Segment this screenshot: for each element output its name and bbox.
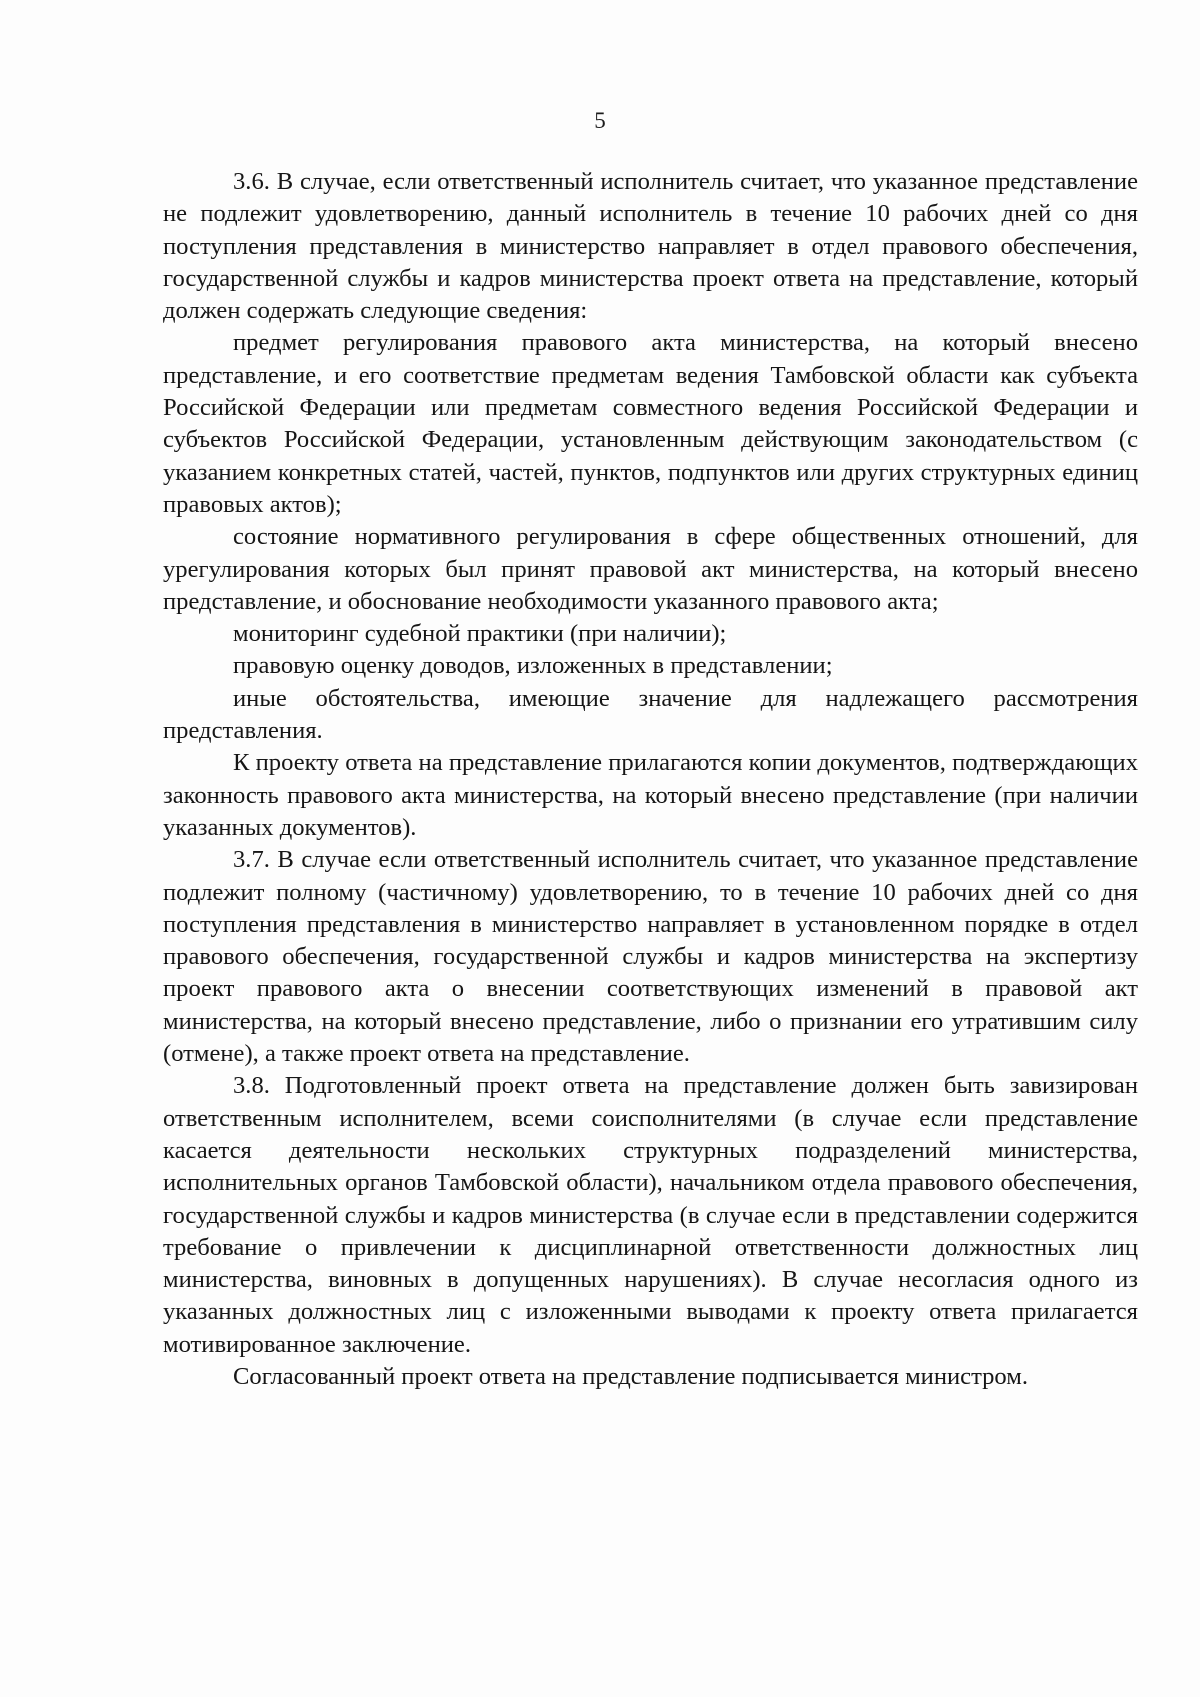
paragraph-3-8: 3.8. Подготовленный проект ответа на представление должен быть завизирован ответственным исполнителем, всеми соисполнителями (в случае если представление касается деятельности нескольких структурных подразделений министерства, исполнительных органов Тамбовской области), начальником отдела правового обеспечения, государственной службы и кадров министерства (в случае если в представлении содержится требование о привлечении к дисциплинарной ответственности должностных лиц министерства, виновных в допущенных нарушениях). В случае несогласия одного из указанных должностных лиц с изложенными выводами к проекту ответа прилагается мотивированное заключение. <box>163 1072 1138 1358</box>
paragraph-other-circumstances: иные обстоятельства, имеющие значение для надлежащего рассмотрения представления. <box>163 684 1138 745</box>
paragraph-legal-assessment: правовую оценку доводов, изложенных в представлении; <box>233 652 833 680</box>
page-number: 5 <box>594 108 606 133</box>
paragraph-subject-of-regulation: предмет регулирования правового акта министерства, на который внесено представление, и его соответствие предметам ведения Тамбовской области как субъекта Российской Федерации или предметам совместного ведения Российской Федерации и субъектов Российской Федерации, установленным действующим законодательством (с указанием конкретных статей, частей, пунктов, подпунктов или других структурных единиц правовых актов); <box>163 329 1138 518</box>
paragraph-state-of-regulation: состояние нормативного регулирования в сфере общественных отношений, для урегулирования которых был принят правовой акт министерства, на который внесено представление, и обоснование необходимости указанного правового акта; <box>163 523 1138 615</box>
paragraph-3-6: 3.6. В случае, если ответственный исполнитель считает, что указанное представление не подлежит удовлетворению, данный исполнитель в течение 10 рабочих дней со дня поступления представления в министерство направляет в отдел правового обеспечения, государственной службы и кадров министерства проект ответа на представление, который должен содержать следующие сведения: <box>163 168 1138 325</box>
document-body <box>163 166 1138 1393</box>
paragraph-attachments: К проекту ответа на представление прилагаются копии документов, подтверждающих законность правового акта министерства, на который внесено представление (при наличии указанных документов). <box>163 749 1138 841</box>
paragraph-signature: Согласованный проект ответа на представление подписывается министром. <box>233 1362 1028 1390</box>
paragraph-3-7: 3.7. В случае если ответственный исполнитель считает, что указанное представление подлежит полному (частичному) удовлетворению, то в течение 10 рабочих дней со дня поступления представления в министерство направляет в установленном порядке в отдел правового обеспечения, государственной службы и кадров министерства на экспертизу проект правового акта о внесении соответствующих изменений в правовой акт министерства, на который внесено представление, либо о признании его утратившим силу (отмене), а также проект ответа на представление. <box>163 846 1138 1068</box>
paragraph-court-practice: мониторинг судебной практики (при наличии); <box>233 620 727 648</box>
